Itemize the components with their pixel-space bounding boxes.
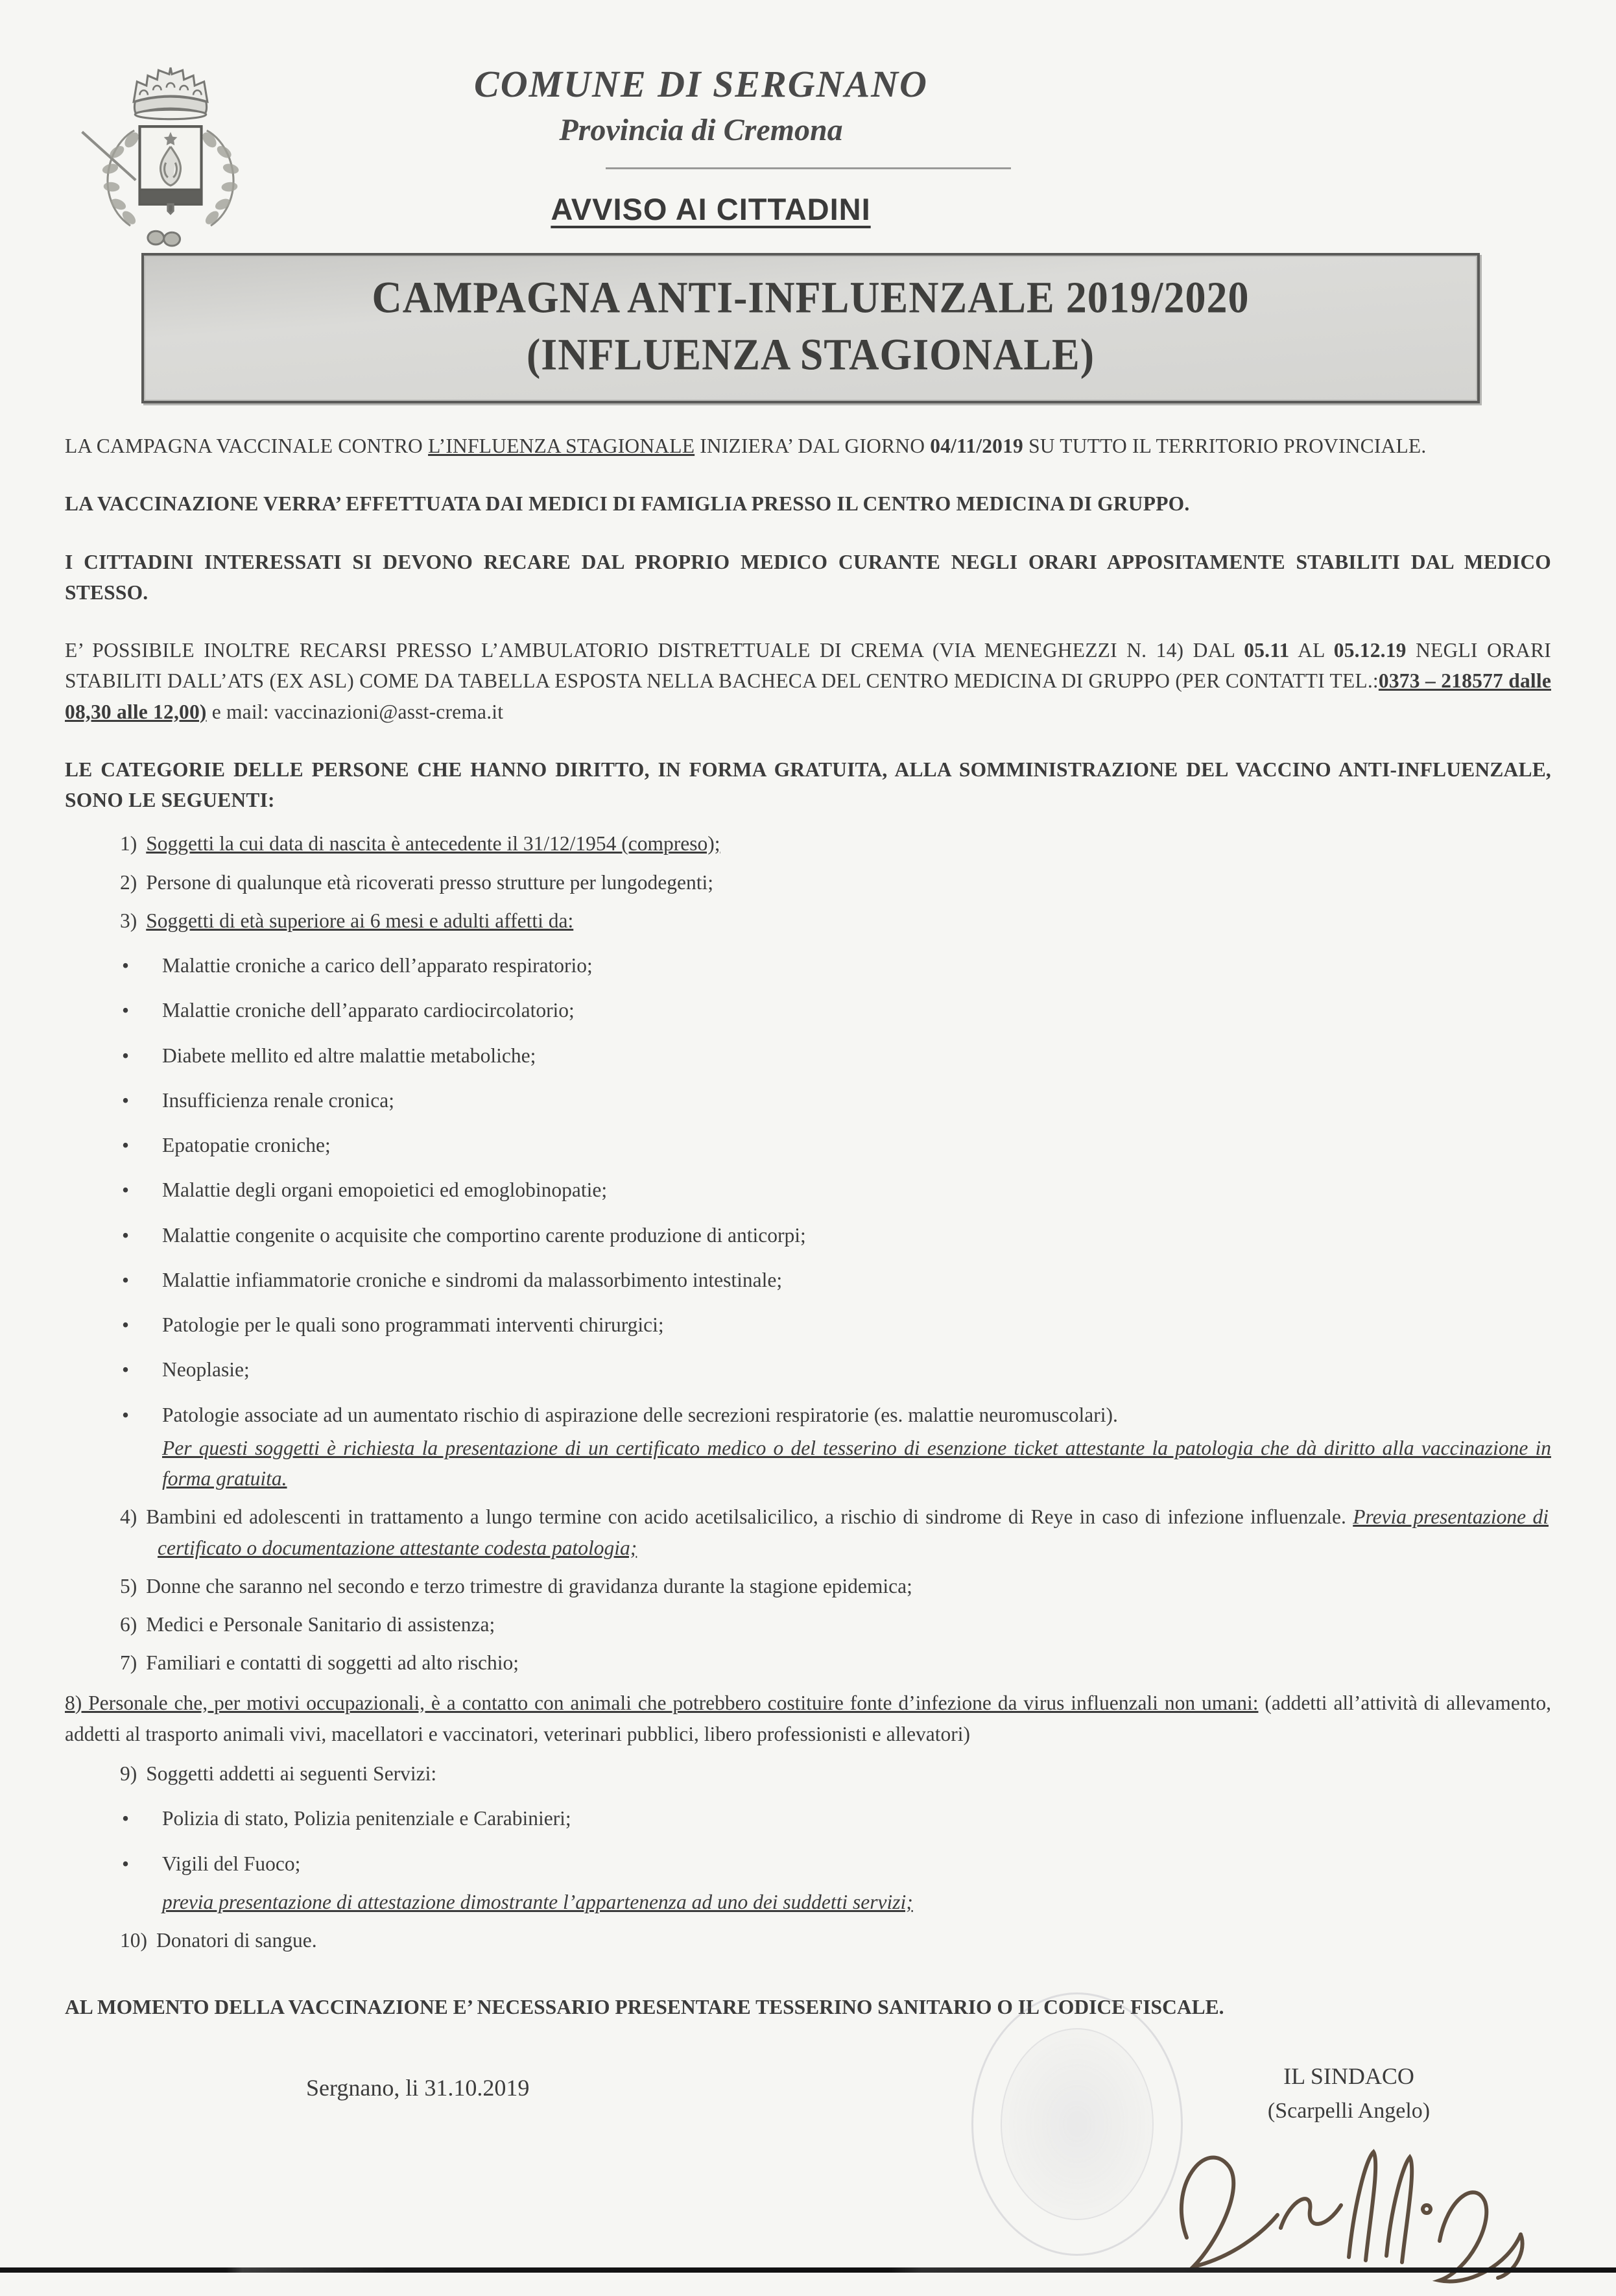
paragraph-campaign-start — [65, 431, 1551, 461]
bullet-item — [122, 1220, 1551, 1250]
bullet-item — [122, 1848, 1551, 1879]
text-run: SU TUTTO IL TERRITORIO PROVINCIALE. — [1023, 435, 1427, 457]
bullet-marker: • — [122, 999, 130, 1022]
email-text: vaccinazioni@asst-crema.it — [274, 700, 504, 723]
bullet-marker: • — [122, 1223, 130, 1247]
bullet-text: Insufficienza renale cronica; — [162, 1088, 394, 1112]
bullet-marker: • — [122, 1268, 130, 1291]
header-divider — [606, 167, 1011, 169]
underlined-run: L’INFLUENZA STAGIONALE — [428, 435, 695, 457]
item-text: Medici e Personale Sanitario di assistenza; — [146, 1613, 495, 1636]
numbered-item-6 — [120, 1609, 1549, 1640]
numbered-item-4 — [120, 1501, 1549, 1563]
bold-date-run: 05.11 — [1244, 639, 1290, 662]
bold-date-run: 05.12.19 — [1333, 639, 1407, 662]
text-run: E’ POSSIBILE INOLTRE RECARSI PRESSO L’AMBULATORIO DISTRETTUALE DI CREMA (VIA MENEGHEZZI N. 14) DAL — [65, 639, 1244, 662]
item-text: Familiari e contatti di soggetti ad alto rischio; — [146, 1651, 519, 1675]
italic-note-text: Previa presentazione di certificato o documentazione attestante codesta patologia; — [158, 1505, 1549, 1559]
bullet-item — [122, 1130, 1551, 1160]
italic-note-text: previa presentazione di attestazione dimostrante l’appartenenza ad uno dei suddetti servizi; — [162, 1890, 913, 1913]
bullet-text: Polizia di stato, Polizia penitenziale e Carabinieri; — [162, 1807, 571, 1830]
item-number: 3) — [120, 909, 137, 932]
underlined-item-text: 8) Personale che, per motivi occupazionali, è a contatto con animali che potrebbero costituire fonte d’infezione da virus influenzali non umani: — [65, 1691, 1259, 1714]
campaign-title-box — [141, 253, 1480, 403]
bullet-item — [122, 950, 1551, 981]
bullet-text: Epatopatie croniche; — [162, 1134, 331, 1156]
item-number: 7) — [120, 1651, 137, 1675]
text-run: LA CAMPAGNA VACCINALE CONTRO — [65, 435, 429, 457]
place-and-date: Sergnano, li 31.10.2019 — [306, 2075, 530, 2101]
signer-name: (Scarpelli Angelo) — [1267, 2099, 1431, 2123]
numbered-item-10 — [120, 1925, 1549, 1955]
text-run: INIZIERA’ DAL GIORNO — [695, 435, 931, 457]
bullet-text: Patologie per le quali sono programmati interventi chirurgici; — [162, 1313, 664, 1336]
bold-date-run: 04/11/2019 — [930, 435, 1023, 457]
bullet-text: Malattie infiammatorie croniche e sindromi da malassorbimento intestinale; — [162, 1268, 783, 1291]
bullet-marker: • — [122, 1358, 130, 1381]
numbered-item-2 — [120, 867, 1549, 898]
bullet-text: Malattie congenite o acquisite che comportino carente produzione di anticorpi; — [162, 1223, 806, 1247]
bullet-marker: • — [122, 1313, 130, 1336]
handwritten-signature-icon — [1148, 2101, 1550, 2296]
municipality-name: COMUNE DI SERGNANO — [474, 63, 928, 105]
municipal-stamp-inner-ring — [1001, 2028, 1154, 2220]
bullet-item — [122, 1803, 1551, 1834]
bullet-text: Malattie croniche a carico dell’apparato respiratorio; — [162, 954, 593, 977]
services-attestation-note — [162, 1887, 1551, 1917]
item-text: Soggetti di età superiore ai 6 mesi e adulti affetti da: — [146, 909, 574, 932]
item-number: 1) — [120, 832, 137, 855]
item-text: Soggetti addetti ai seguenti Servizi: — [146, 1762, 437, 1786]
phone-hours-run: 0373 – 218577 dalle 08,30 alle 12,00) — [65, 669, 1551, 723]
text-run: e mail: — [206, 700, 274, 723]
item-number: 2) — [120, 870, 137, 894]
bullet-item-with-note — [122, 1400, 1551, 1494]
numbered-item-1 — [120, 828, 1549, 859]
item-number: 6) — [120, 1613, 137, 1636]
bullet-marker: • — [122, 1134, 130, 1156]
item-text: (addetti all’attività di allevamento, addetti al trasporto animali vivi, macellatori e vaccinatori, veterinari pubblici, libero professionisti e allevatori) — [65, 1691, 1551, 1746]
signature-block — [1167, 2063, 1530, 2123]
numbered-item-7 — [120, 1647, 1549, 1678]
numbered-item-3 — [120, 905, 1549, 936]
bullet-marker: • — [122, 1403, 130, 1426]
document-header — [65, 62, 1551, 148]
item-number: 5) — [120, 1574, 137, 1597]
province-name: Provincia di Cremona — [559, 113, 843, 147]
paragraph-categories-intro: LE CATEGORIE DELLE PERSONE CHE HANNO DIRITTO, IN FORMA GRATUITA, ALLA SOMMINISTRAZIONE DEL VACCINO ANTI-INFLUENZALE, SONO LE SEGUENTI: — [65, 758, 1551, 811]
bullet-marker: • — [122, 1088, 130, 1112]
bullet-text: Malattie degli organi emopoietici ed emoglobinopatie; — [162, 1178, 608, 1202]
eligibility-list — [65, 828, 1551, 1955]
closing-requirement-paragraph: AL MOMENTO DELLA VACCINAZIONE E’ NECESSARIO PRESENTARE TESSERINO SANITARIO O IL CODICE FISCALE. — [65, 1996, 1224, 2019]
item-text: Bambini ed adolescenti in trattamento a lungo termine con acido acetilsalicilico, a rischio di sindrome di Reye in caso di infezione influenzale. — [146, 1505, 1353, 1529]
certificate-note — [162, 1433, 1551, 1494]
scan-artifact-strip — [0, 2267, 1616, 2273]
bullet-text: Vigili del Fuoco; — [162, 1852, 301, 1875]
bullet-item — [122, 1309, 1551, 1340]
bullet-marker: • — [122, 1044, 130, 1067]
bullet-marker: • — [122, 1178, 130, 1202]
item-number: 10) — [120, 1929, 147, 1952]
bullet-text: Malattie croniche dell’apparato cardiocircolatorio; — [162, 999, 575, 1022]
bullet-text: Neoplasie; — [162, 1358, 250, 1381]
text-run: AL — [1289, 639, 1334, 662]
numbered-item-5 — [120, 1571, 1549, 1601]
numbered-item-8 — [65, 1688, 1551, 1751]
item-number: 9) — [120, 1762, 137, 1786]
bullet-item — [122, 1175, 1551, 1205]
bullet-text: Patologie associate ad un aumentato rischio di aspirazione delle secrezioni respiratorie (es. malattie neuromuscolari). — [162, 1403, 1118, 1426]
bullet-marker: • — [122, 1852, 130, 1875]
bullet-item — [122, 1085, 1551, 1116]
bullet-item — [122, 1040, 1551, 1071]
signer-title: IL SINDACO — [1283, 2063, 1414, 2089]
bullet-item — [122, 1354, 1551, 1385]
item-number: 4) — [120, 1505, 137, 1529]
notice-heading: AVVISO AI CITTADINI — [551, 192, 871, 226]
item-text: Donne che saranno nel secondo e terzo trimestre di gravidanza durante la stagione epidemica; — [146, 1574, 912, 1597]
paragraph-vaccination-location: LA VACCINAZIONE VERRA’ EFFETTUATA DAI MEDICI DI FAMIGLIA PRESSO IL CENTRO MEDICINA DI GRUPPO. — [65, 492, 1190, 516]
municipal-coat-of-arms-icon — [70, 65, 271, 266]
notice-heading-row — [65, 191, 1551, 227]
text-run: NEGLI ORARI STABILITI DALL’ATS (EX ASL) COME DA TABELLA ESPOSTA NELLA BACHECA DEL CENTRO MEDICINA DI GRUPPO (PER CONTATTI TEL.: — [65, 639, 1551, 693]
item-text: Soggetti la cui data di nascita è antecedente il 31/12/1954 (compreso); — [146, 832, 720, 855]
paragraph-citizens-instruction: I CITTADINI INTERESSATI SI DEVONO RECARE DAL PROPRIO MEDICO CURANTE NEGLI ORARI APPOSITAMENTE STABILITI DAL MEDICO STESSO. — [65, 550, 1551, 604]
numbered-item-9 — [120, 1758, 1549, 1789]
item-text: Persone di qualunque età ricoverati presso strutture per lungodegenti; — [146, 870, 713, 894]
bullet-item — [122, 995, 1551, 1025]
bullet-item — [122, 1265, 1551, 1295]
item-text: Donatori di sangue. — [156, 1929, 317, 1952]
bullet-marker: • — [122, 954, 130, 977]
bullet-marker: • — [122, 1807, 130, 1830]
italic-note-text: Per questi soggetti è richiesta la presentazione di un certificato medico o del tesserino di esenzione ticket attestante la patologia che dà diritto alla vaccinazione in forma gratuita. — [162, 1436, 1551, 1490]
paragraph-ambulatorio — [65, 635, 1551, 727]
campaign-title-line2: (INFLUENZA STAGIONALE) — [526, 329, 1095, 379]
bullet-text: Diabete mellito ed altre malattie metaboliche; — [162, 1044, 536, 1067]
campaign-title-line1: CAMPAGNA ANTI-INFLUENZALE 2019/2020 — [372, 272, 1250, 322]
